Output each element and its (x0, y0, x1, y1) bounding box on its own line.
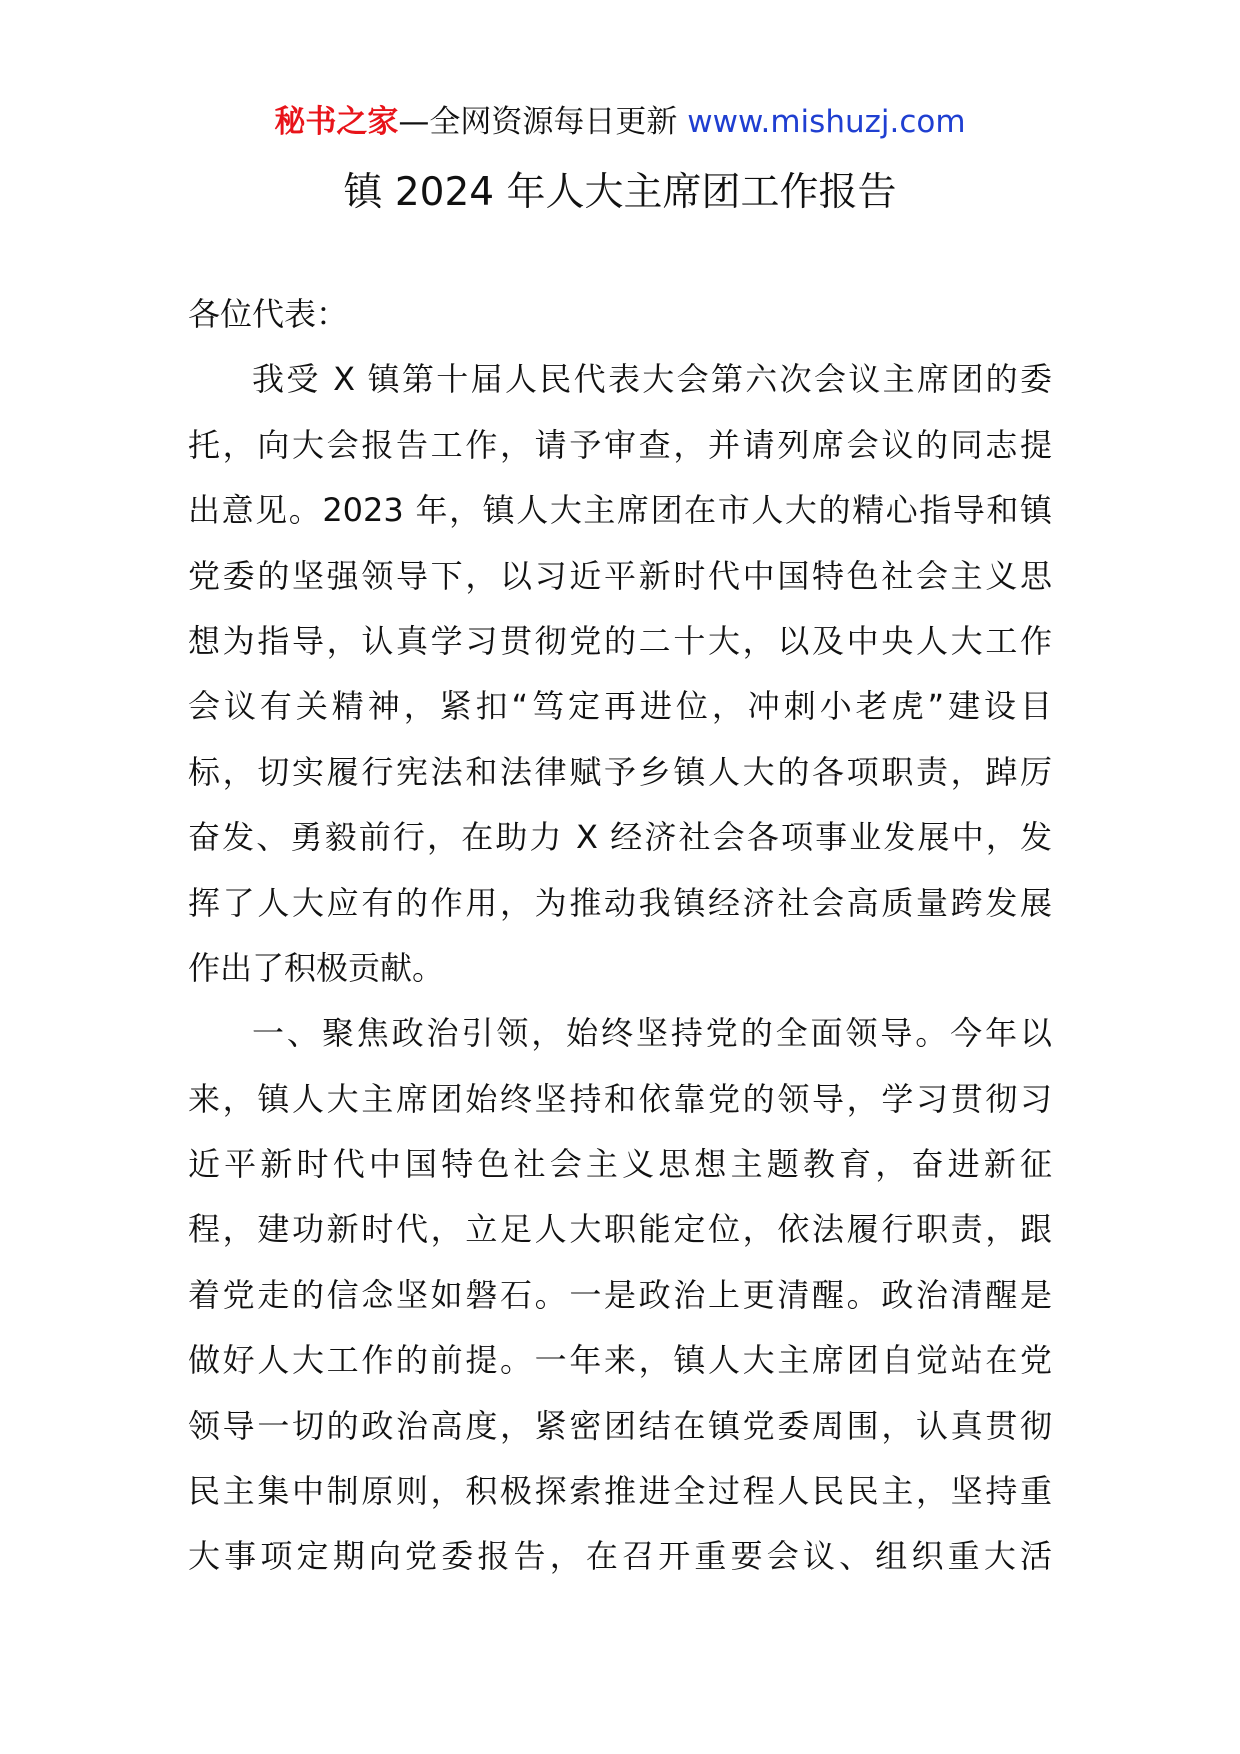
salutation: 各位代表： (188, 295, 349, 333)
paragraph-line: 标，切实履行宪法和法律赋予乡镇人大的各项职责，踔厉 (188, 752, 1052, 791)
document-title: 镇 2024 年人大主席团工作报告 (343, 170, 897, 215)
paragraph-line: 做好人大工作的前提。一年来，镇人大主席团自觉站在党 (188, 1341, 1052, 1380)
header-tagline: —全网资源每日更新 (398, 104, 678, 140)
paragraph-line: 我受 X 镇第十届人民代表大会第六次会议主席团的委 (252, 360, 1052, 399)
brand-name: 秘书之家 (274, 104, 399, 140)
site-header (0, 100, 1240, 144)
paragraph-line: 挥了人大应有的作用，为推动我镇经济社会高质量跨发展 (188, 883, 1052, 922)
paragraph-line: 托，向大会报告工作，请予审查，并请列席会议的同志提 (188, 425, 1052, 464)
paragraph-line: 领导一切的政治高度，紧密团结在镇党委周围，认真贯彻 (188, 1406, 1052, 1445)
site-url-link[interactable]: www.mishuzj.com (687, 104, 966, 140)
paragraph-line: 出意见。2023 年，镇人大主席团在市人大的精心指导和镇 (188, 491, 1052, 530)
paragraph-line: 来，镇人大主席团始终坚持和依靠党的领导，学习贯彻习 (188, 1079, 1052, 1118)
paragraph-line: 大事项定期向党委报告，在召开重要会议、组织重大活 (188, 1537, 1052, 1576)
document-body (188, 292, 1052, 1600)
paragraph-line: 作出了积极贡献。 (188, 948, 445, 987)
paragraph-line: 着党走的信念坚如磐石。一是政治上更清醒。政治清醒是 (188, 1275, 1052, 1314)
paragraph-line: 党委的坚强领导下，以习近平新时代中国特色社会主义思 (188, 556, 1052, 595)
paragraph-line: 奋发、勇毅前行，在助力 X 经济社会各项事业发展中，发 (188, 818, 1052, 857)
paragraph-line: 近平新时代中国特色社会主义思想主题教育，奋进新征 (188, 1145, 1052, 1184)
section-heading-line: 一、聚焦政治引领，始终坚持党的全面领导。今年以 (252, 1014, 1052, 1053)
paragraph-line: 民主集中制原则，积极探索推进全过程人民民主，坚持重 (188, 1472, 1052, 1511)
paragraph-line: 想为指导，认真学习贯彻党的二十大，以及中央人大工作 (188, 621, 1052, 660)
paragraph-line: 会议有关精神，紧扣“笃定再进位，冲刺小老虎”建设目 (188, 687, 1052, 726)
paragraph-line: 程，建功新时代，立足人大职能定位，依法履行职责，跟 (188, 1210, 1052, 1249)
